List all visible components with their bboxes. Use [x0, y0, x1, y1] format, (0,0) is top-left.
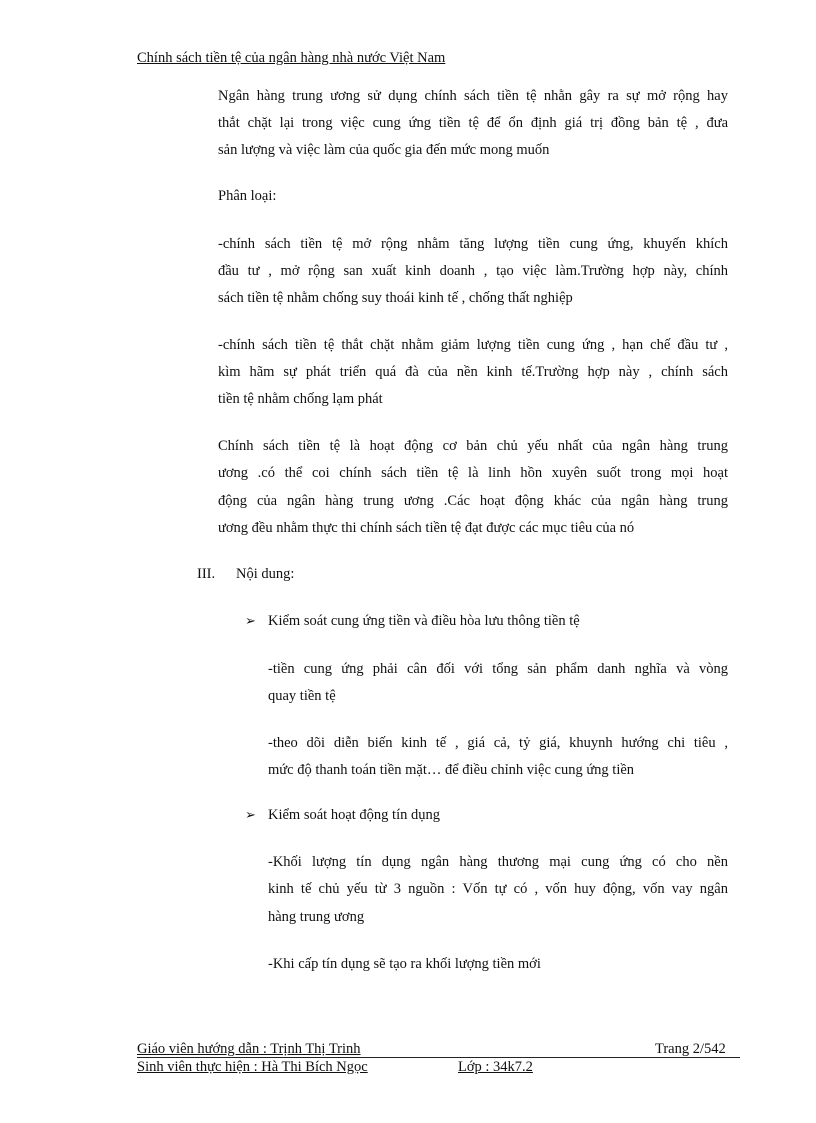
- footer-teacher: Giáo viên hướng dẫn : Trịnh Thị Trinh: [137, 1041, 361, 1057]
- footer-divider: [137, 1057, 740, 1058]
- text-line: mức độ thanh toán tiền mặt… để điều chỉnh việc cung ứng tiền: [268, 762, 635, 778]
- footer-class: Lớp : 34k7.2: [458, 1059, 533, 1075]
- text-line: Ngân hàng trung ương sử dụng chính sách tiền tệ nhằn gây ra sự mở rộng hay: [218, 88, 728, 104]
- text-line: thắt chặt lại trong việc cung ứng tiền tệ để ổn định giá trị đồng bản tệ , đưa: [218, 115, 728, 131]
- text-line: Chính sách tiền tệ là hoạt động cơ bản chủ yếu nhất của ngân hàng trung: [218, 438, 728, 454]
- bullet1-paragraph-1: [268, 661, 728, 711]
- bullet2-paragraph-2: [268, 956, 728, 980]
- text-line: tiền tệ nhằm chống lạm phát: [218, 391, 383, 407]
- bullet-title: Kiểm soát hoạt động tín dụng: [268, 807, 440, 823]
- text-line: -Khối lượng tín dụng ngân hàng thương mại cung ứng có cho nền: [268, 854, 728, 870]
- text-line: -Khi cấp tín dụng sẽ tạo ra khối lượng tiền mới: [268, 956, 541, 972]
- section-title: Nội dung:: [236, 566, 295, 582]
- classification-label: Phân loại:: [218, 188, 277, 204]
- text-line: ương đều nhằm thực thi chính sách tiền tệ đạt được các mục tiêu của nó: [218, 520, 635, 536]
- text-line: kìm hãm sự phát triển quá đà của nền kinh tế.Trường hợp này , chính sách: [218, 364, 728, 380]
- text-line: sản lượng và việc làm của quốc gia đến mức mong muốn: [218, 142, 550, 158]
- text-line: ương .có thể coi chính sách tiền tệ là linh hồn xuyên suốt trong mọi hoạt: [218, 465, 728, 481]
- core-role-paragraph: [218, 438, 728, 548]
- bullet-title: Kiểm soát cung ứng tiền và điều hòa lưu thông tiền tệ: [268, 613, 580, 629]
- page-number: Trang 2/542: [655, 1041, 726, 1057]
- text-line: -tiền cung ứng phải cân đối với tổng sản phẩm danh nghĩa và vòng: [268, 661, 728, 677]
- footer-student: Sinh viên thực hiện : Hà Thi Bích Ngọc: [137, 1059, 368, 1075]
- text-line: -chính sách tiền tệ mở rộng nhằm tăng lượng tiền cung ứng, khuyến khích: [218, 236, 728, 252]
- page-header: Chính sách tiền tệ của ngân hàng nhà nước Việt Nam: [137, 50, 446, 66]
- arrow-bullet-icon: ➢: [245, 614, 256, 629]
- text-line: -theo dõi diễn biến kinh tế , giá cả, tỷ giá, khuynh hướng chi tiêu ,: [268, 735, 728, 751]
- text-line: kinh tế chủ yếu từ 3 nguồn : Vốn tự có , vốn huy động, vốn vay ngân: [268, 881, 728, 897]
- text-line: quay tiền tệ: [268, 688, 336, 704]
- text-line: đầu tư , mở rộng san xuất kinh doanh , tạo việc làm.Trường hợp này, chính: [218, 263, 728, 279]
- text-line: hàng trung ương: [268, 909, 365, 925]
- section-numeral: III.: [197, 566, 216, 582]
- arrow-bullet-icon: ➢: [245, 808, 256, 823]
- text-line: sách tiền tệ nhằm chống suy thoái kinh tế , chống thất nghiệp: [218, 290, 573, 306]
- contractionary-paragraph: [218, 337, 728, 417]
- bullet1-paragraph-2: [268, 735, 728, 785]
- text-line: -chính sách tiền tệ thắt chặt nhằm giảm lượng tiền cung ứng , hạn chế đầu tư ,: [218, 337, 728, 353]
- intro-paragraph: [218, 88, 728, 168]
- bullet2-paragraph-1: [268, 854, 728, 934]
- text-line: động của ngân hàng trung ương .Các hoạt động khác của ngân hàng trung: [218, 493, 728, 509]
- expansionary-paragraph: [218, 236, 728, 316]
